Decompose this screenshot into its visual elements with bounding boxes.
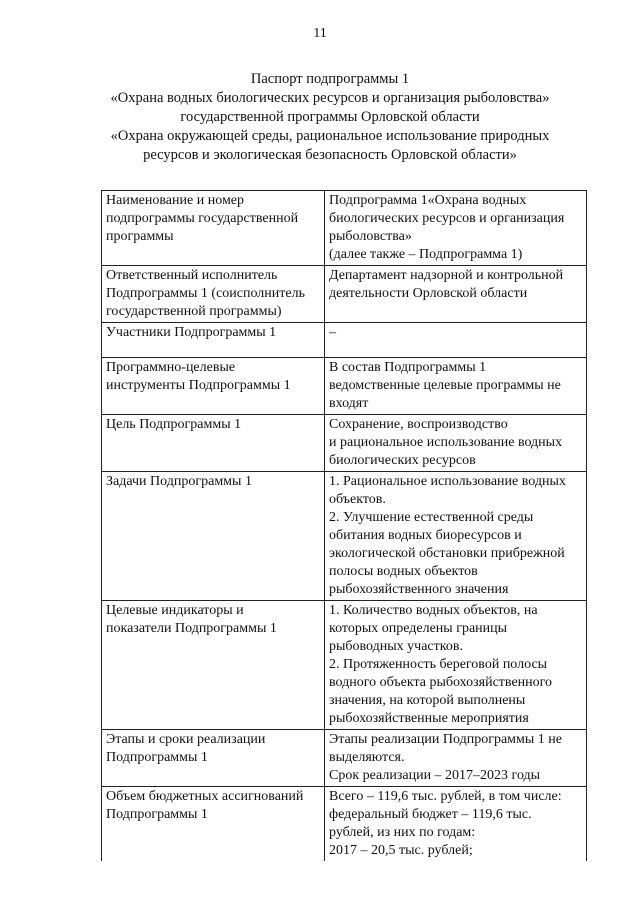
table-row	[102, 472, 587, 601]
row-value-line: рублей, из них по годам:	[329, 825, 476, 840]
subprogram-passport-table	[101, 190, 587, 861]
row-value-line: 1. Рациональное использование водных	[329, 474, 566, 489]
row-value-line: рыбохозяйственного значения	[329, 582, 509, 597]
row-label-line: Подпрограммы 1	[106, 750, 208, 765]
table-row	[102, 266, 587, 323]
row-value-cell	[325, 415, 587, 472]
row-label-line: Подпрограммы 1	[106, 807, 208, 822]
row-value-line: 2. Улучшение естественной среды	[329, 510, 534, 525]
row-label-line: программы	[106, 229, 174, 244]
row-label-line: показатели Подпрограммы 1	[106, 621, 277, 636]
row-value-line: значения, на которой выполнены	[329, 693, 526, 708]
row-value-line: деятельности Орловской области	[329, 286, 528, 301]
row-value-line: –	[329, 325, 336, 340]
table-row	[102, 787, 587, 862]
row-label-line: Участники Подпрограммы 1	[106, 325, 277, 340]
row-value-line: обитания водных биоресурсов и	[329, 528, 522, 543]
row-value-line: 2017 – 20,5 тыс. рублей;	[329, 843, 473, 858]
row-value-line: Этапы реализации Подпрограммы 1 не	[329, 732, 562, 747]
row-value-line: которых определены границы	[329, 621, 508, 636]
row-label-cell	[102, 730, 325, 787]
row-value-cell	[325, 472, 587, 601]
row-label-cell	[102, 323, 325, 358]
row-label-cell	[102, 787, 325, 862]
row-value-cell	[325, 266, 587, 323]
row-value-line: (далее также – Подпрограмма 1)	[329, 247, 523, 262]
row-value-cell	[325, 191, 587, 266]
table-row	[102, 415, 587, 472]
row-label-line: Наименование и номер	[106, 193, 245, 208]
table-row	[102, 730, 587, 787]
row-label-line: государственной программы)	[106, 304, 282, 319]
row-value-line: рыболовства»	[329, 229, 412, 244]
row-value-line: 1. Количество водных объектов, на	[329, 603, 538, 618]
row-value-line: выделяются.	[329, 750, 405, 765]
row-label-cell	[102, 472, 325, 601]
title-line: Паспорт подпрограммы 1	[250, 71, 410, 87]
row-value-line: экологической обстановки прибрежной	[329, 546, 565, 561]
row-label-cell	[102, 191, 325, 266]
row-value-line: Подпрограмма 1«Охрана водных	[329, 193, 527, 208]
row-value-line: водного объекта рыбохозяйственного	[329, 675, 553, 690]
row-label-line: Задачи Подпрограммы 1	[106, 474, 252, 489]
row-value-line: биологических ресурсов	[329, 453, 476, 468]
row-label-line: Подпрограммы 1 (соисполнитель	[106, 286, 305, 301]
row-value-line: рыбоводных участков.	[329, 639, 463, 654]
row-value-line: и рациональное использование водных	[329, 435, 563, 450]
row-label-cell	[102, 266, 325, 323]
row-value-line: ведомственные целевые программы не	[329, 378, 561, 393]
table-row	[102, 601, 587, 730]
row-label-line: инструменты Подпрограммы 1	[106, 378, 291, 393]
row-label-line: Программно-целевые	[106, 360, 236, 375]
row-label-line: Целевые индикаторы и	[106, 603, 244, 618]
row-value-line: полосы водных объектов	[329, 564, 478, 579]
row-label-cell	[102, 358, 325, 415]
row-value-line: объектов.	[329, 492, 386, 507]
row-label-line: Этапы и сроки реализации	[106, 732, 266, 747]
title-line: «Охрана водных биологических ресурсов и организация рыболовства»	[110, 90, 550, 106]
page-number: 11	[313, 26, 327, 41]
row-value-cell	[325, 323, 587, 358]
table-row	[102, 191, 587, 266]
row-value-line: Сохранение, воспроизводство	[329, 417, 508, 432]
row-label-line: Ответственный исполнитель	[106, 268, 278, 283]
row-label-line: Объем бюджетных ассигнований	[106, 789, 304, 804]
row-value-cell	[325, 730, 587, 787]
document-title	[60, 70, 600, 165]
row-value-line: биологических ресурсов и организация	[329, 211, 565, 226]
row-label-line: подпрограммы государственной	[106, 211, 299, 226]
row-label-cell	[102, 601, 325, 730]
row-value-line: 2. Протяженность береговой полосы	[329, 657, 548, 672]
row-value-line: федеральный бюджет – 119,6 тыс.	[329, 807, 532, 822]
row-value-cell	[325, 787, 587, 862]
row-value-line: входят	[329, 396, 369, 411]
row-value-line: рыбохозяйственные мероприятия	[329, 711, 529, 726]
row-value-line: Всего – 119,6 тыс. рублей, в том числе:	[329, 789, 562, 804]
row-label-line: Цель Подпрограммы 1	[106, 417, 242, 432]
row-value-cell	[325, 358, 587, 415]
title-line: государственной программы Орловской области	[180, 109, 480, 125]
title-line: «Охрана окружающей среды, рациональное использование природных	[110, 128, 550, 144]
title-line: ресурсов и экологическая безопасность Орловской области»	[143, 147, 517, 163]
table-row	[102, 358, 587, 415]
row-value-line: Срок реализации – 2017–2023 годы	[329, 768, 541, 783]
row-value-line: Департамент надзорной и контрольной	[329, 268, 564, 283]
table-row	[102, 323, 587, 358]
row-label-cell	[102, 415, 325, 472]
row-value-line: В состав Подпрограммы 1	[329, 360, 487, 375]
row-value-cell	[325, 601, 587, 730]
